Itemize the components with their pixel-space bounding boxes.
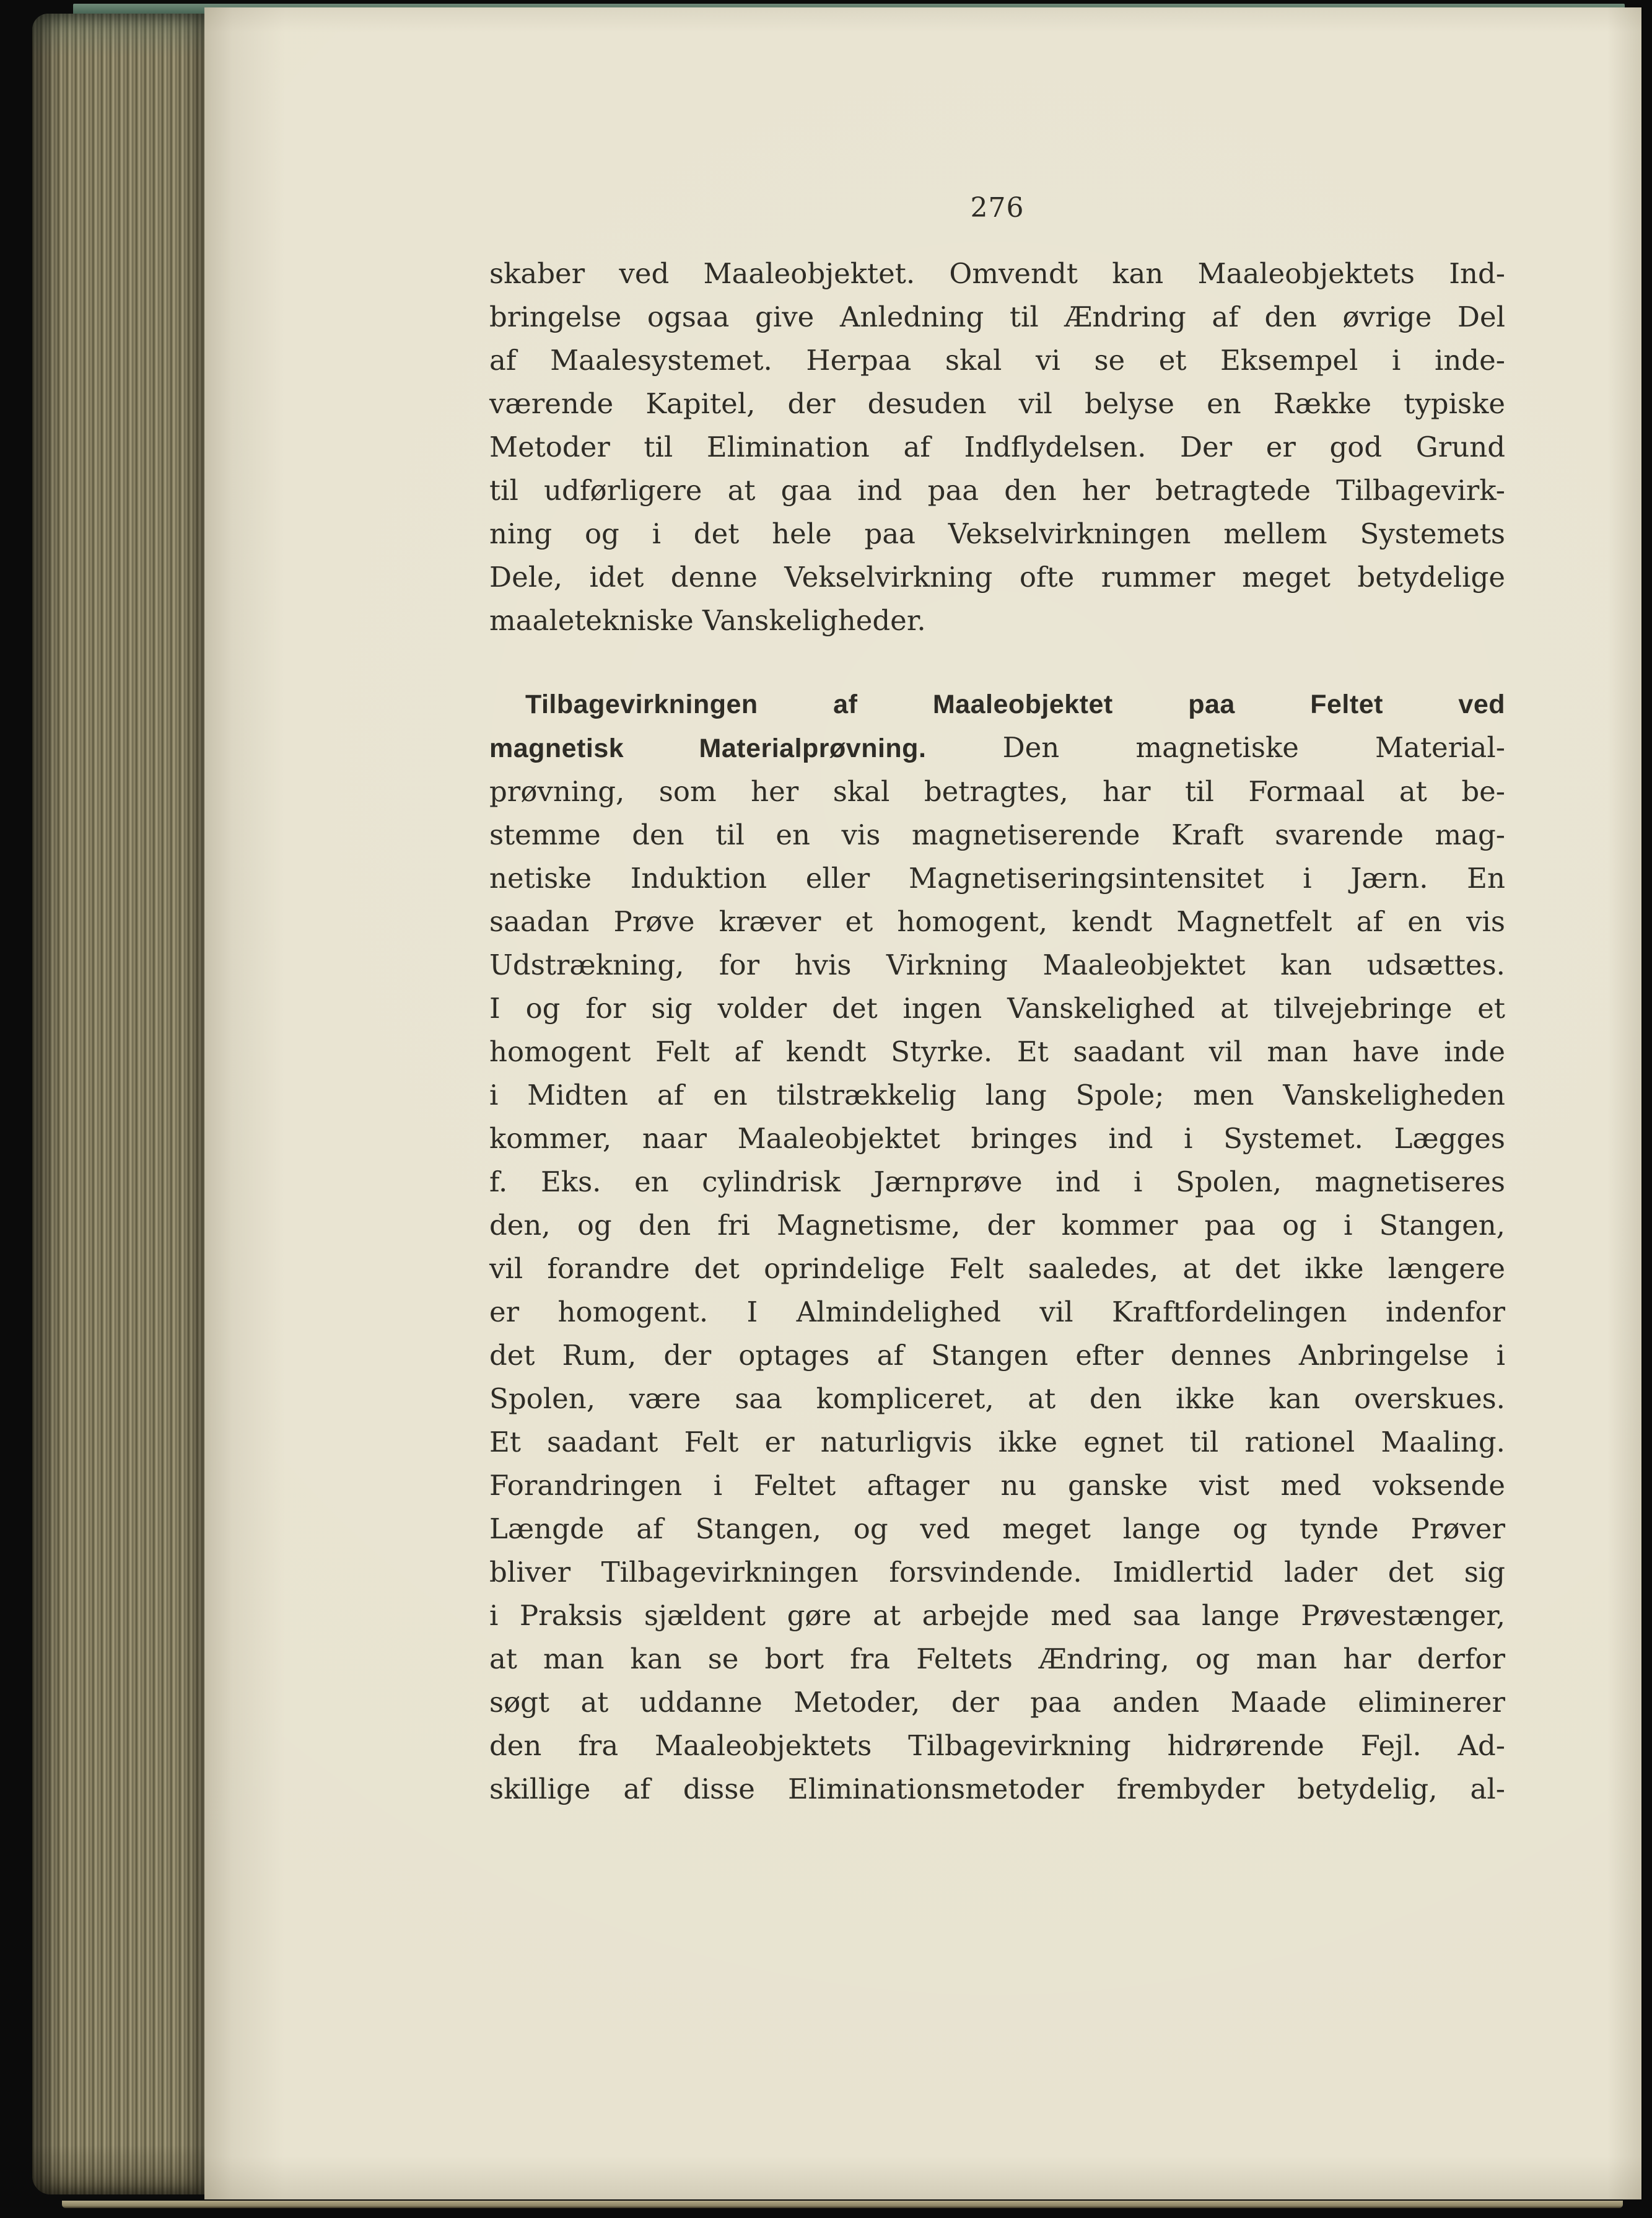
page-number: 276 (970, 192, 1025, 224)
text-line: i Midten af en tilstrækkelig lang Spole; men Vanskeligheden (489, 1079, 1505, 1111)
paragraph (489, 252, 1505, 642)
text-line: Udstrækning, for hvis Virkning Maaleobjektet kan udsættes. (489, 949, 1505, 981)
text-line: maaletekniske Vanskeligheder. (489, 604, 926, 637)
text-line: Forandringen i Feltet aftager nu ganske vist med voksende (489, 1469, 1505, 1502)
book-page (204, 7, 1641, 2199)
text-line: saadan Prøve kræver et homogent, kendt Magnetfelt af en vis (489, 905, 1505, 938)
text-line: f. Eks. en cylindrisk Jærnprøve ind i Spolen, magnetiseres (489, 1165, 1505, 1198)
text-line: til udførligere at gaa ind paa den her betragtede Tilbagevirk- (489, 474, 1505, 507)
text-line: skillige af disse Eliminationsmetoder frembyder betydelig, al- (489, 1773, 1505, 1805)
text-line: Længde af Stangen, og ved meget lange og tynde Prøver (489, 1512, 1505, 1545)
text-line: skaber ved Maaleobjektet. Omvendt kan Maaleobjektets Ind- (489, 257, 1505, 290)
text-block (489, 252, 1505, 1811)
text-line: Metoder til Elimination af Indflydelsen. Der er god Grund (489, 431, 1505, 463)
text-line: I og for sig volder det ingen Vanskelighed at tilvejebringe et (489, 992, 1505, 1025)
section-heading-bold: magnetisk Materialprøvning. (489, 734, 927, 763)
page-bottom-edge (62, 2201, 1623, 2208)
paragraph (489, 682, 1505, 1811)
text-line: i Praksis sjældent gøre at arbejde med saa lange Prøvestænger, (489, 1599, 1505, 1632)
text-run: Den magnetiske Material- (1002, 731, 1505, 764)
text-line: den fra Maaleobjektets Tilbagevirkning hidrørende Fejl. Ad- (489, 1729, 1505, 1762)
text-line: stemme den til en vis magnetiserende Kraft svarende mag- (489, 818, 1505, 851)
text-line: prøvning, som her skal betragtes, har til Formaal at be- (489, 775, 1505, 808)
text-line: vil forandre det oprindelige Felt saaledes, at det ikke længere (489, 1252, 1505, 1285)
text-line (489, 726, 1505, 770)
text-line: af Maalesystemet. Herpaa skal vi se et Eksempel i inde- (489, 344, 1505, 377)
text-line: ning og i det hele paa Vekselvirkningen mellem Systemets (489, 517, 1505, 550)
text-line (489, 682, 1505, 726)
text-line: bringelse ogsaa give Anledning til Ændring af den øvrige Del (489, 300, 1505, 333)
text-line: værende Kapitel, der desuden vil belyse en Række typiske (489, 387, 1505, 420)
text-line: kommer, naar Maaleobjektet bringes ind i Systemet. Lægges (489, 1122, 1505, 1155)
text-line: den, og den fri Magnetisme, der kommer paa og i Stangen, (489, 1209, 1505, 1242)
text-line: bliver Tilbagevirkningen forsvindende. Imidlertid lader det sig (489, 1556, 1505, 1589)
text-line: det Rum, der optages af Stangen efter dennes Anbringelse i (489, 1339, 1505, 1372)
text-line: søgt at uddanne Metoder, der paa anden Maade eliminerer (489, 1686, 1505, 1719)
text-line: Et saadant Felt er naturligvis ikke egnet til rationel Maaling. (489, 1426, 1505, 1458)
section-heading-bold: Tilbagevirkningen af Maaleobjektet paa Feltet ved (525, 690, 1505, 719)
text-line: Dele, idet denne Vekselvirkning ofte rummer meget betydelige (489, 561, 1505, 594)
text-line: er homogent. I Almindelighed vil Kraftfordelingen indenfor (489, 1295, 1505, 1328)
page-content (489, 192, 1505, 1811)
page-edges-stack (32, 14, 204, 2194)
text-line: at man kan se bort fra Feltets Ændring, og man har derfor (489, 1642, 1505, 1675)
text-line: netiske Induktion eller Magnetiseringsintensitet i Jærn. En (489, 862, 1505, 895)
text-line: homogent Felt af kendt Styrke. Et saadant vil man have inde (489, 1035, 1505, 1068)
text-line: Spolen, være saa kompliceret, at den ikke kan overskues. (489, 1382, 1505, 1415)
